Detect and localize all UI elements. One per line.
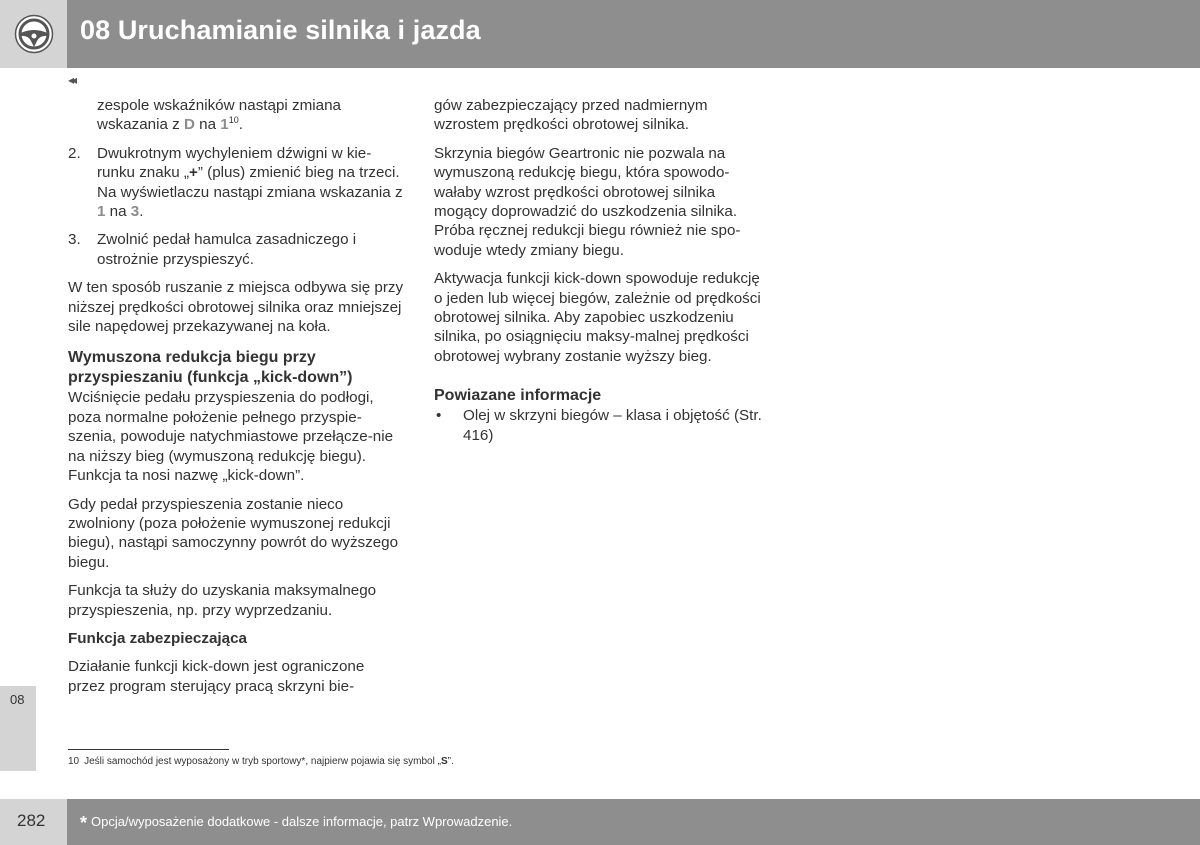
footnote-divider <box>68 749 229 750</box>
option-star-icon: * <box>80 813 88 833</box>
chapter-tab-number: 08 <box>10 692 25 707</box>
paragraph: W ten sposób ruszanie z miejsca odbywa się przy niższej prędkości obrotowej silnika oraz mniejszej sile napędowej przekazywanej na koła. <box>68 279 404 336</box>
footer-note-text: Opcja/wyposażenie dodatkowe - dalsze informacje, patrz Wprowadzenie. <box>91 814 513 829</box>
gear-symbol-d: D <box>183 116 195 134</box>
page-number: 282 <box>17 811 46 830</box>
step-text: Zwolnić pedał hamulca zasadniczego i ostrożnie przyspieszyć. <box>97 231 357 268</box>
paragraph: Skrzynia biegów Geartronic nie pozwala na wymuszoną redukcję biegu, która spowodo-wałaby wzrost prędkości obrotowej silnika mogący doprowadzić do uszkodzenia silnika. Próba ręcznej redukcji biegu również nie spo-woduje wtedy zmiany biegu. <box>434 144 741 259</box>
step-text: zespole wskaźników nastąpi zmiana <box>97 97 341 114</box>
subheading-protection: Funkcja zabezpieczająca <box>68 629 247 647</box>
continuation-marker-icon: ◂◂ <box>68 73 75 87</box>
step-2 <box>68 144 404 222</box>
step-text: ” (plus) zmienić bieg na trzeci. Na wyświetlaczu nastąpi zmiana wskazania z <box>97 164 403 201</box>
step-text: Dwukrotnym wychyleniem dźwigni w kie-runku znaku „ <box>97 144 372 182</box>
related-info-heading: Powiazane informacje <box>434 387 602 405</box>
paragraph: Działanie funkcji kick-down jest ograniczone przez program sterujący pracą skrzyni bie- <box>68 658 365 695</box>
paragraph: gów zabezpieczający przed nadmiernym wzrostem prędkości obrotowej silnika. <box>434 97 708 134</box>
step-text: . <box>238 116 243 134</box>
chapter-icon-box <box>0 0 67 68</box>
step-text: na <box>194 116 221 134</box>
footnote-ref: 10 <box>228 115 239 126</box>
footnote-number: 10 <box>68 756 80 767</box>
gear-symbol-3: 3 <box>130 203 140 221</box>
related-link[interactable] <box>434 406 770 445</box>
gear-symbol-1: 1 <box>220 116 229 134</box>
steering-wheel-icon <box>14 14 54 54</box>
step-continuation <box>68 96 404 135</box>
text-column-right <box>434 96 770 445</box>
step-3 <box>68 230 404 269</box>
paragraph: Aktywacja funkcji kick-down spowoduje redukcję o jeden lub więcej biegów, zależnie od prędkości obrotowej silnika. Aby zapobiec uszkodzeniu silnika, po osiągnięciu maksy-malnej prędkości obrotowej wybrany zostanie wyższy bieg. <box>434 270 761 365</box>
section-heading-kick-down: Wymuszona redukcja biegu przy przyspieszaniu (funkcja „kick-down”) <box>68 349 353 387</box>
text-column-left <box>68 96 404 696</box>
step-text: . <box>139 203 144 221</box>
step-number: 2. <box>68 144 81 162</box>
plus-symbol: + <box>189 164 198 182</box>
footnote-text: Jeśli samochód jest wyposażony w tryb sportowy*, najpierw pojawia się symbol „ <box>84 756 441 767</box>
step-text: wskazania z <box>97 116 184 134</box>
paragraph: Funkcja ta służy do uzyskania maksymalnego przyspieszenia, np. przy wyprzedzaniu. <box>68 582 377 619</box>
gear-symbol-1: 1 <box>97 203 106 221</box>
step-text: na <box>105 203 131 221</box>
sport-symbol: S <box>440 756 448 767</box>
bullet-icon: • <box>436 407 442 425</box>
footer-note <box>80 813 512 834</box>
chapter-title: 08 Uruchamianie silnika i jazda <box>80 15 481 45</box>
footnote <box>68 756 454 767</box>
paragraph: Wciśnięcie pedału przyspieszenia do podłogi, poza normalne położenie pełnego przyspie-szenia, powoduje natychmiastowe przełącze-nie na niższy bieg (wymuszoną redukcję biegu). Funkcja ta nosi nazwę „kick-down”. <box>68 389 394 485</box>
footnote-text: ”. <box>447 756 454 767</box>
step-number: 3. <box>68 231 81 249</box>
paragraph: Gdy pedał przyspieszenia zostanie nieco zwolniony (poza położenie wymuszonej redukcji biegu), nastąpi samoczynny powrót do wyższego biegu. <box>68 495 399 571</box>
related-link-text[interactable]: Olej w skrzyni biegów – klasa i objętość (Str. 416) <box>463 407 762 444</box>
